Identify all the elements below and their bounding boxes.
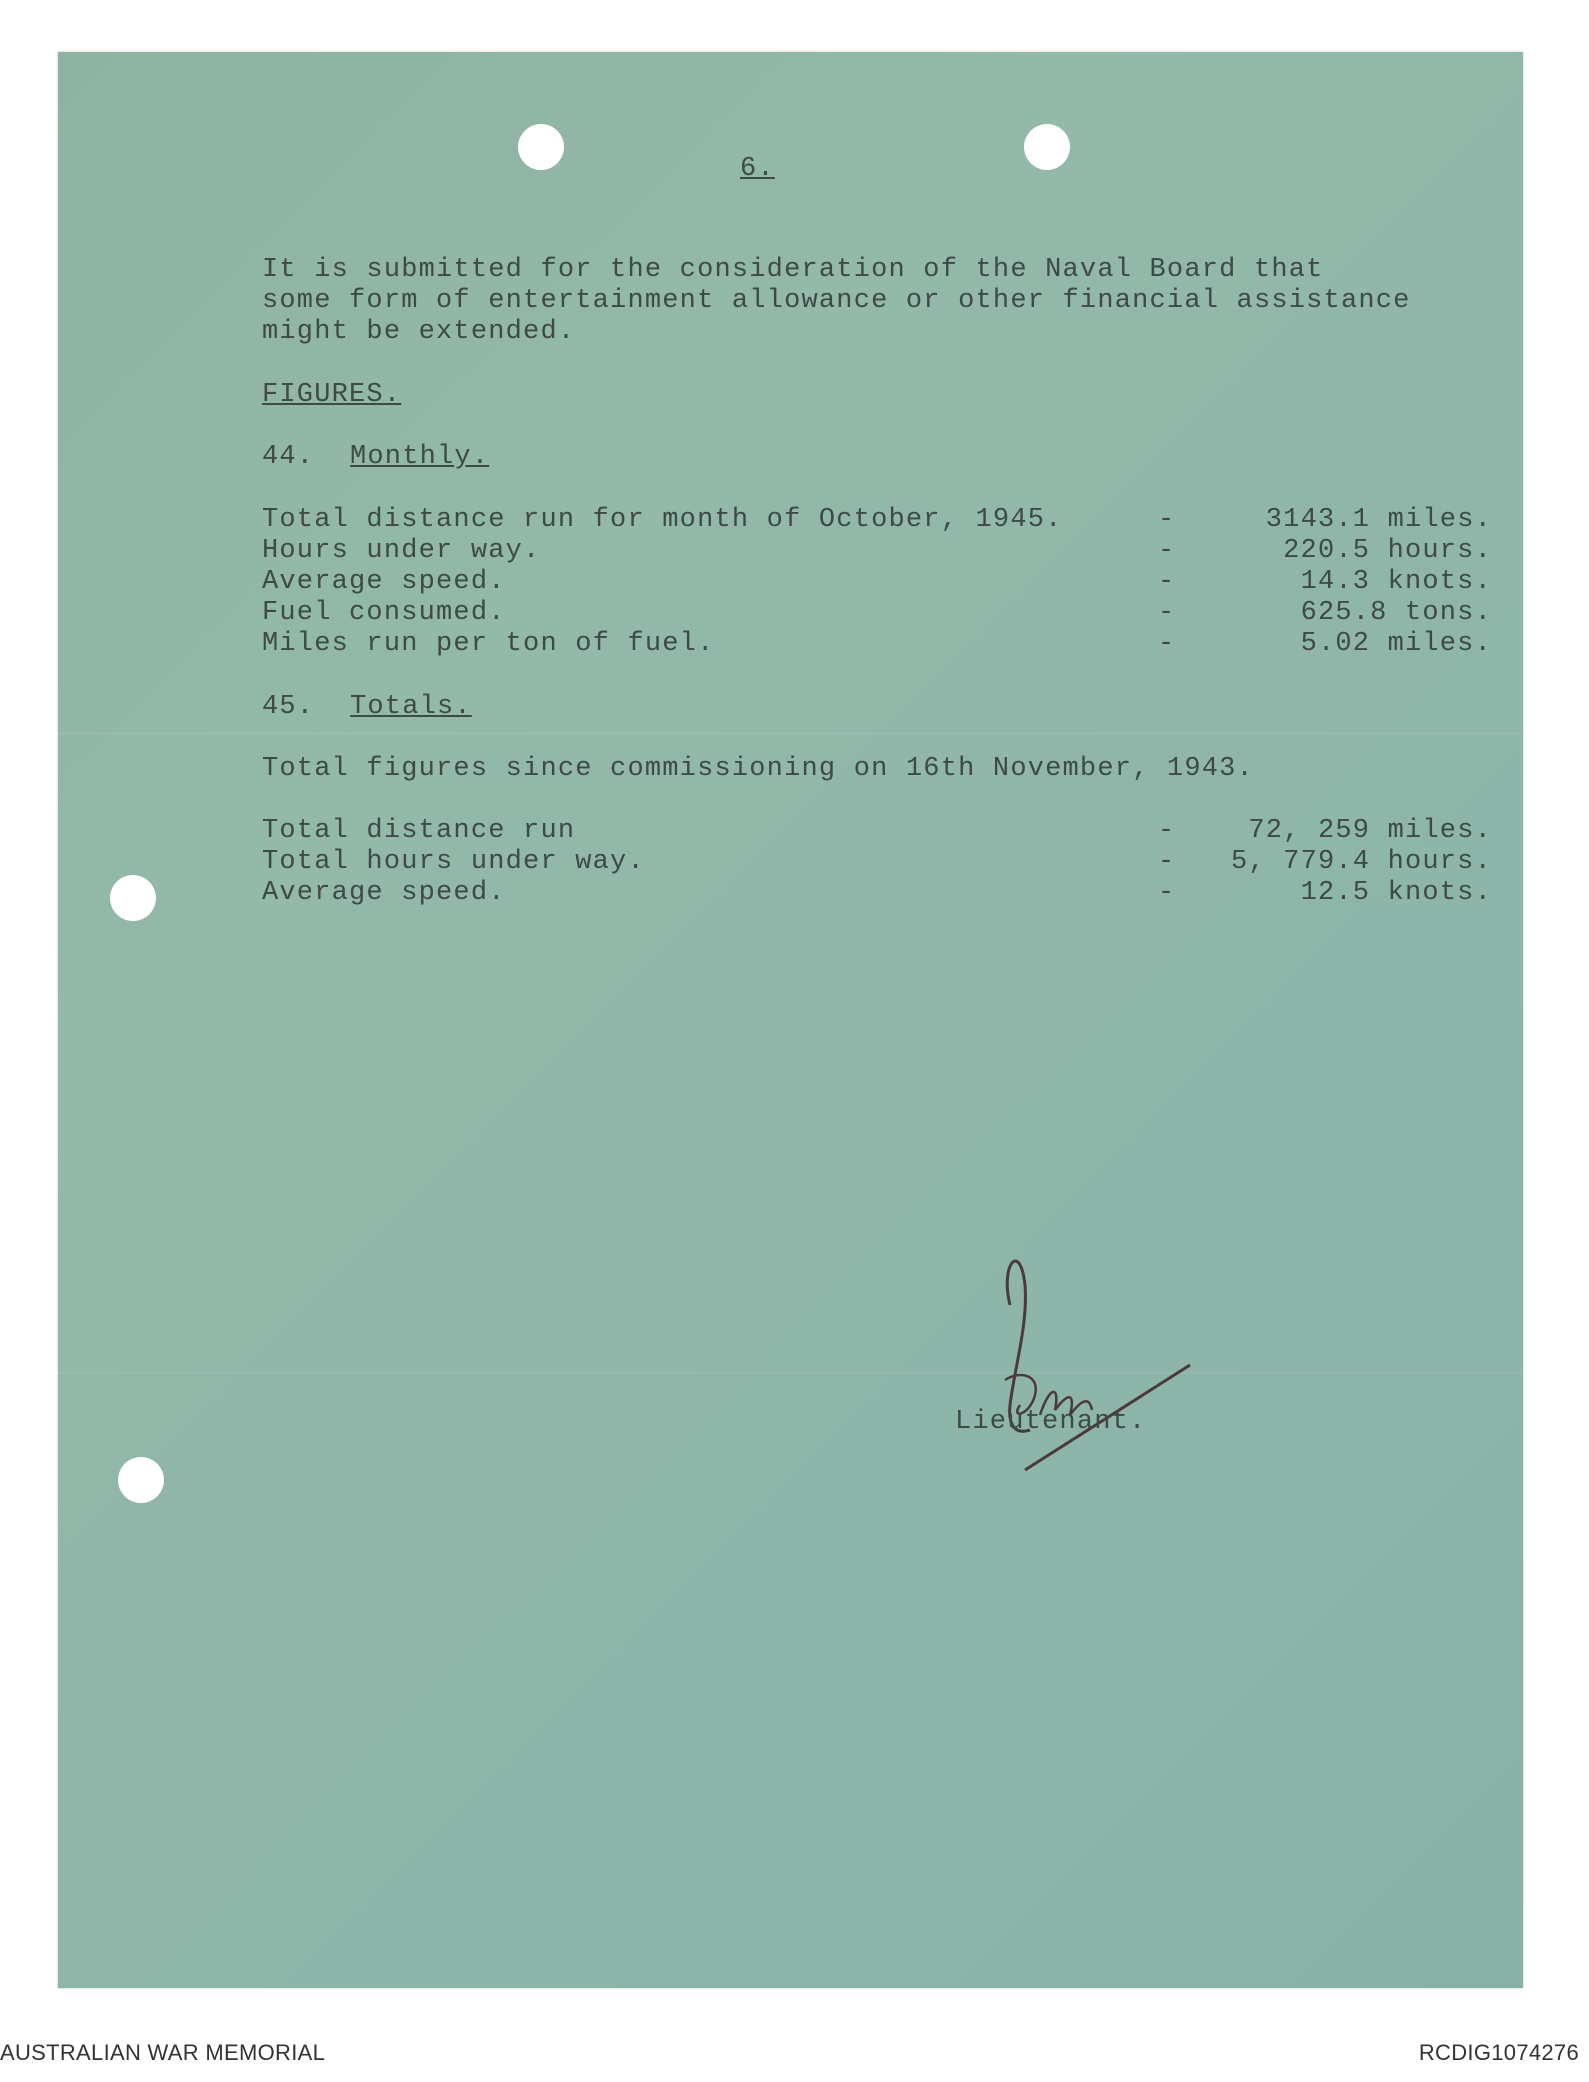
totals-row <box>262 816 1492 847</box>
row-label: Total distance run for month of October, 1945. <box>262 505 1063 535</box>
section-number-45: 45. <box>262 692 315 722</box>
totals-heading: Totals. <box>350 692 472 722</box>
row-value: 625.8 tons. <box>1300 598 1492 628</box>
totals-intro: Total figures since commissioning on 16th November, 1943. <box>262 754 1254 784</box>
figures-heading: FIGURES. <box>262 380 402 410</box>
signature-title: Lieutenant. <box>955 1407 1147 1437</box>
row-dash: - <box>1158 878 1176 908</box>
footer-source: AUSTRALIAN WAR MEMORIAL <box>0 2040 326 2065</box>
row-label: Fuel consumed. <box>262 598 506 628</box>
row-dash: - <box>1158 505 1176 535</box>
punch-hole <box>118 1457 164 1503</box>
punch-hole <box>518 124 564 170</box>
row-label: Average speed. <box>262 878 506 908</box>
row-value: 5.02 miles. <box>1300 629 1492 659</box>
row-dash: - <box>1158 629 1176 659</box>
punch-hole <box>1024 124 1070 170</box>
row-value: 5, 779.4 hours. <box>1230 847 1492 877</box>
row-dash: - <box>1158 816 1176 846</box>
monthly-row <box>262 567 1492 598</box>
row-dash: - <box>1158 598 1176 628</box>
row-label: Average speed. <box>262 567 506 597</box>
intro-line-2: some form of entertainment allowance or other financial assistance <box>262 286 1411 316</box>
row-value: 12.5 knots. <box>1300 878 1492 908</box>
handwritten-signature <box>980 1245 1200 1485</box>
monthly-row <box>262 536 1492 567</box>
footer-id: RCDIG1074276 <box>1418 2040 1579 2065</box>
paper-crease <box>58 732 1523 735</box>
row-label: Miles run per ton of fuel. <box>262 629 715 659</box>
row-dash: - <box>1158 536 1176 566</box>
intro-line-1: It is submitted for the consideration of the Naval Board that <box>262 255 1324 285</box>
row-dash: - <box>1158 847 1176 877</box>
paper-crease <box>58 1372 1523 1374</box>
row-value: 3143.1 miles. <box>1265 505 1492 535</box>
intro-line-3: might be extended. <box>262 317 576 347</box>
page-number: 6. <box>740 154 775 184</box>
row-label: Total distance run <box>262 816 576 846</box>
row-label: Hours under way. <box>262 536 541 566</box>
row-value: 14.3 knots. <box>1300 567 1492 597</box>
monthly-row <box>262 598 1492 629</box>
row-label: Total hours under way. <box>262 847 645 877</box>
totals-row <box>262 878 1492 909</box>
monthly-row <box>262 505 1492 536</box>
punch-hole <box>110 875 156 921</box>
section-number-44: 44. <box>262 442 315 472</box>
totals-row <box>262 847 1492 878</box>
row-dash: - <box>1158 567 1176 597</box>
row-value: 220.5 hours. <box>1283 536 1492 566</box>
monthly-heading: Monthly. <box>350 442 490 472</box>
monthly-row <box>262 629 1492 660</box>
row-value: 72, 259 miles. <box>1248 816 1492 846</box>
